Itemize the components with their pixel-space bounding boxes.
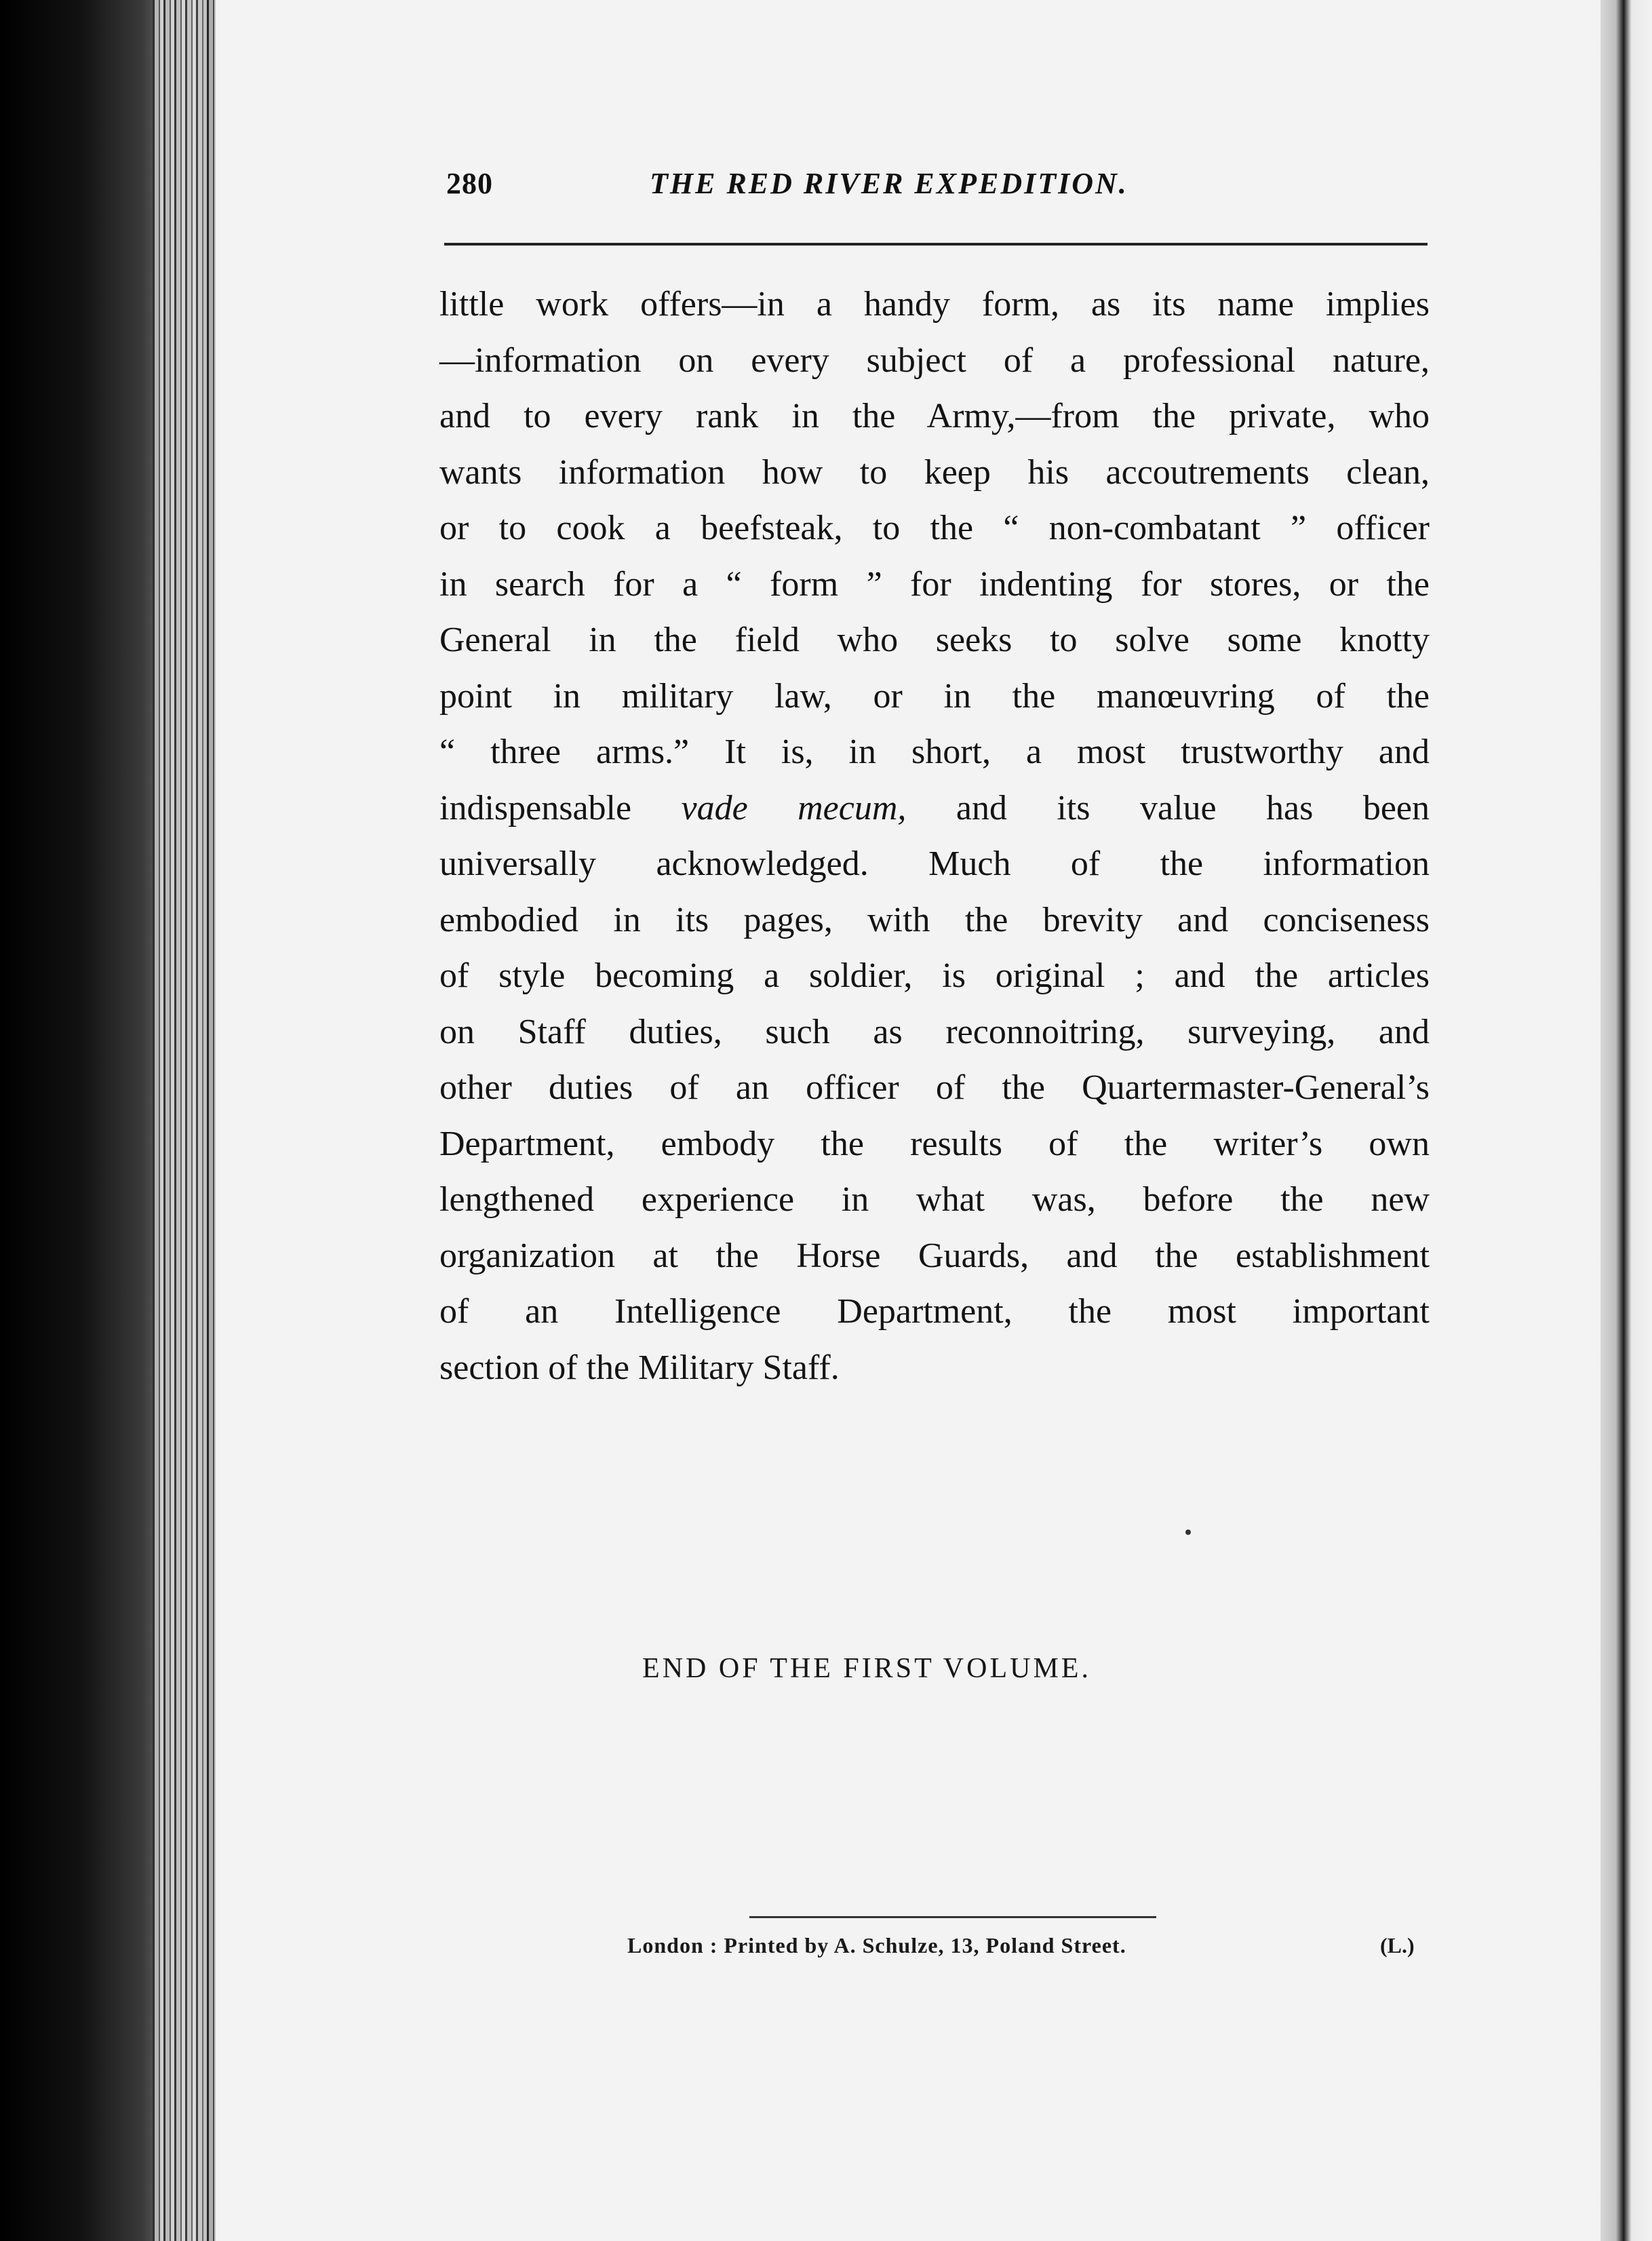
ink-speck xyxy=(1185,1529,1191,1535)
body-paragraph xyxy=(439,277,1430,1396)
end-note-text: END OF THE FIRST VOLUME. xyxy=(642,1653,1091,1684)
facing-page-edge xyxy=(1600,0,1652,2241)
printer-imprint: London : Printed by A. Schulze, 13, Poland Street. xyxy=(627,1933,1126,1957)
running-title: THE RED RIVER EXPEDITION. xyxy=(650,167,1128,200)
imprint-rule xyxy=(749,1916,1156,1918)
signature-mark: (L.) xyxy=(1380,1933,1415,1957)
text-line: in search for a “ form ” for indenting for stores, or the xyxy=(439,564,1430,604)
text-line: other duties of an officer of the Quartermaster-General’s xyxy=(439,1068,1430,1107)
header-rule xyxy=(444,243,1428,246)
text-run: indispensable xyxy=(439,788,682,827)
text-line: “ three arms.” It is, in short, a most trustworthy and xyxy=(439,733,1430,771)
text-line: wants information how to keep his accoutrements clean, xyxy=(439,452,1430,492)
text-line: Department, embody the results of the writer’s own xyxy=(439,1124,1430,1163)
text-line-mixed xyxy=(439,781,1430,837)
running-header xyxy=(446,166,1430,207)
text-run: and its value has been xyxy=(906,788,1430,827)
text-line: or to cook a beefsteak, to the “ non-combatant ” officer xyxy=(439,509,1430,547)
text-line: of style becoming a soldier, is original ; and the articles xyxy=(439,956,1430,995)
text-line: General in the field who seeks to solve some knotty xyxy=(439,621,1430,659)
text-line: of an Intelligence Department, the most important xyxy=(439,1292,1430,1331)
text-line: point in military law, or in the manœuvring of the xyxy=(439,676,1430,716)
text-line: embodied in its pages, with the brevity and conciseness xyxy=(439,900,1430,939)
text-line: —information on every subject of a professional nature, xyxy=(439,340,1430,380)
page-number: 280 xyxy=(446,167,493,200)
text-line: universally acknowledged. Much of the information xyxy=(439,844,1430,883)
text-line: lengthened experience in what was, before the new xyxy=(439,1180,1430,1219)
text-line: and to every rank in the Army,—from the private, who xyxy=(439,397,1430,435)
text-line: on Staff duties, such as reconnoitring, surveying, and xyxy=(439,1012,1430,1051)
text-line: organization at the Horse Guards, and the establishment xyxy=(439,1236,1430,1275)
text-line: little work offers—in a handy form, as its name implies xyxy=(439,285,1430,324)
end-of-volume-note xyxy=(0,1652,1652,1685)
text-line: section of the Military Staff. xyxy=(439,1348,840,1387)
italic-phrase: vade mecum, xyxy=(681,788,907,827)
